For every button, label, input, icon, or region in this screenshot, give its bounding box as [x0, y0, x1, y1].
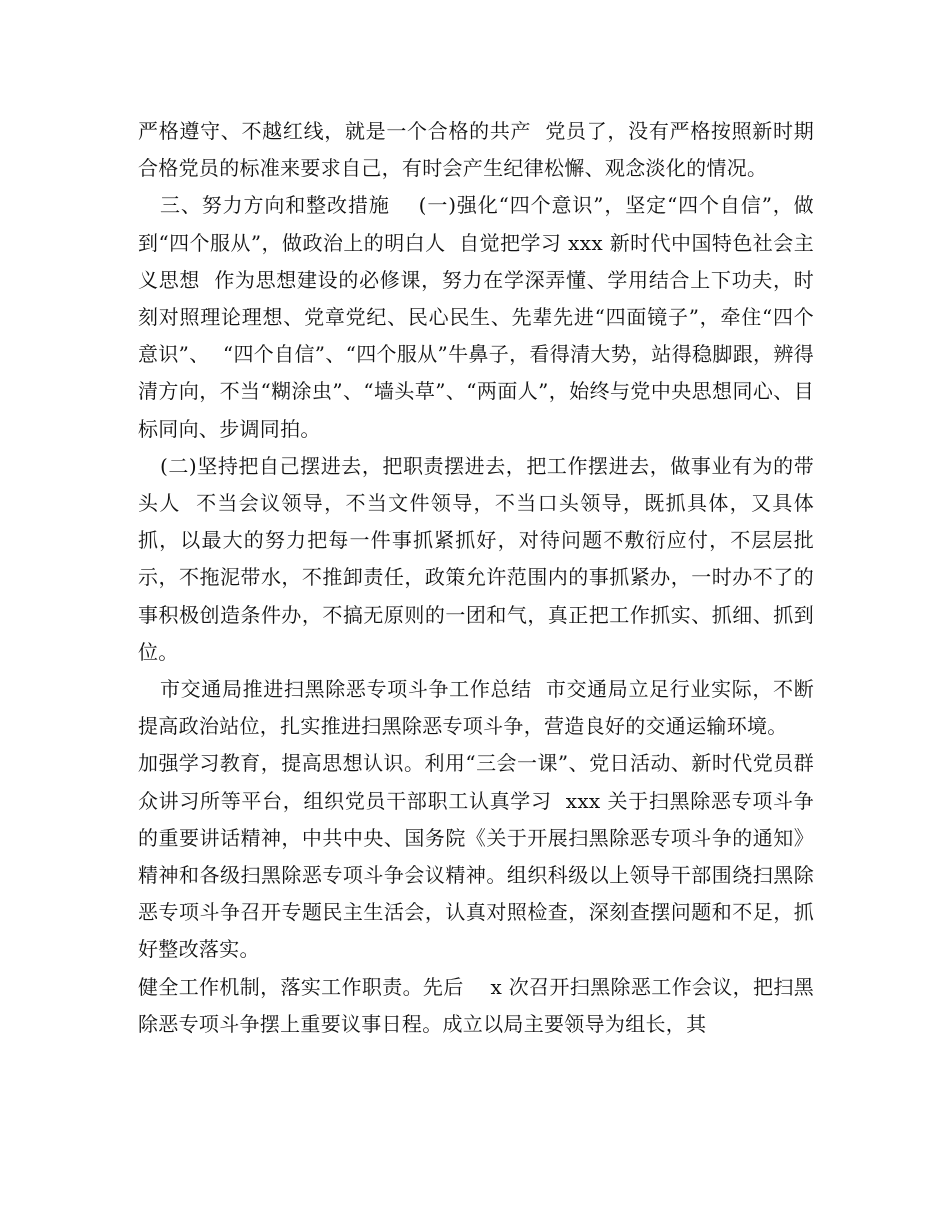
document-page [138, 113, 814, 1043]
paragraph-4: 市交通局推进扫黑除恶专项斗争工作总结 市交通局立足行业实际，不断提高政治站位，扎实推进扫黑除恶专项斗争，营造良好的交通运输环境。 [138, 677, 814, 739]
paragraph-3: (二)坚持把自己摆进去，把职责摆进去，把工作摆进去，做事业有为的带头人 不当会议领导，不当文件领导，不当口头领导，既抓具体，又具体抓，以最大的努力把每一件事抓紧抓好，对待问题不敷衍应付，不层层批示，不拖泥带水，不推卸责任，政策允许范围内的事抓紧办，一时办不了的事积极创造条件办，不搞无原则的一团和气，真正把工作抓实、抓细、抓到位。 [138, 453, 814, 664]
paragraph-1: 严格遵守、不越红线，就是一个合格的共产 党员了，没有严格按照新时期合格党员的标准来要求自己，有时会产生纪律松懈、观念淡化的情况。 [138, 119, 814, 181]
paragraph-5: 加强学习教育，提高思想认识。利用“三会一课”、党日活动、新时代党员群众讲习所等平台，组织党员干部职工认真学习 xxx 关于扫黑除恶专项斗争的重要讲话精神，中共中央、国务院《关于开展扫黑除恶专项斗争的通知》精神和各级扫黑除恶专项斗争会议精神。组织科级以上领导干部围绕扫黑除恶专项斗争召开专题民主生活会，认真对照检查，深刻查摆问题和不足，抓好整改落实。 [138, 751, 814, 962]
paragraph-6: 健全工作机制，落实工作职责。先后 x 次召开扫黑除恶工作会议，把扫黑除恶专项斗争摆上重要议事日程。成立以局主要领导为组长，其 [138, 974, 814, 1036]
paragraph-2: 三、努力方向和整改措施 (一)强化“四个意识”，坚定“四个自信”，做到“四个服从”，做政治上的明白人 自觉把学习 xxx 新时代中国特色社会主义思想 作为思想建设的必修课，努力在学深弄懂、学用结合上下功夫，时刻对照理论理想、党章党纪、民心民生、先辈先进“四面镜子”，牵住“四个意识”、 “四个自信”、“四个服从”牛鼻子，看得清大势，站得稳脚跟，辨得清方向，不当“糊涂虫”、“墙头草”、“两面人”，始终与党中央思想同心、目标同向、步调同拍。 [138, 193, 814, 441]
